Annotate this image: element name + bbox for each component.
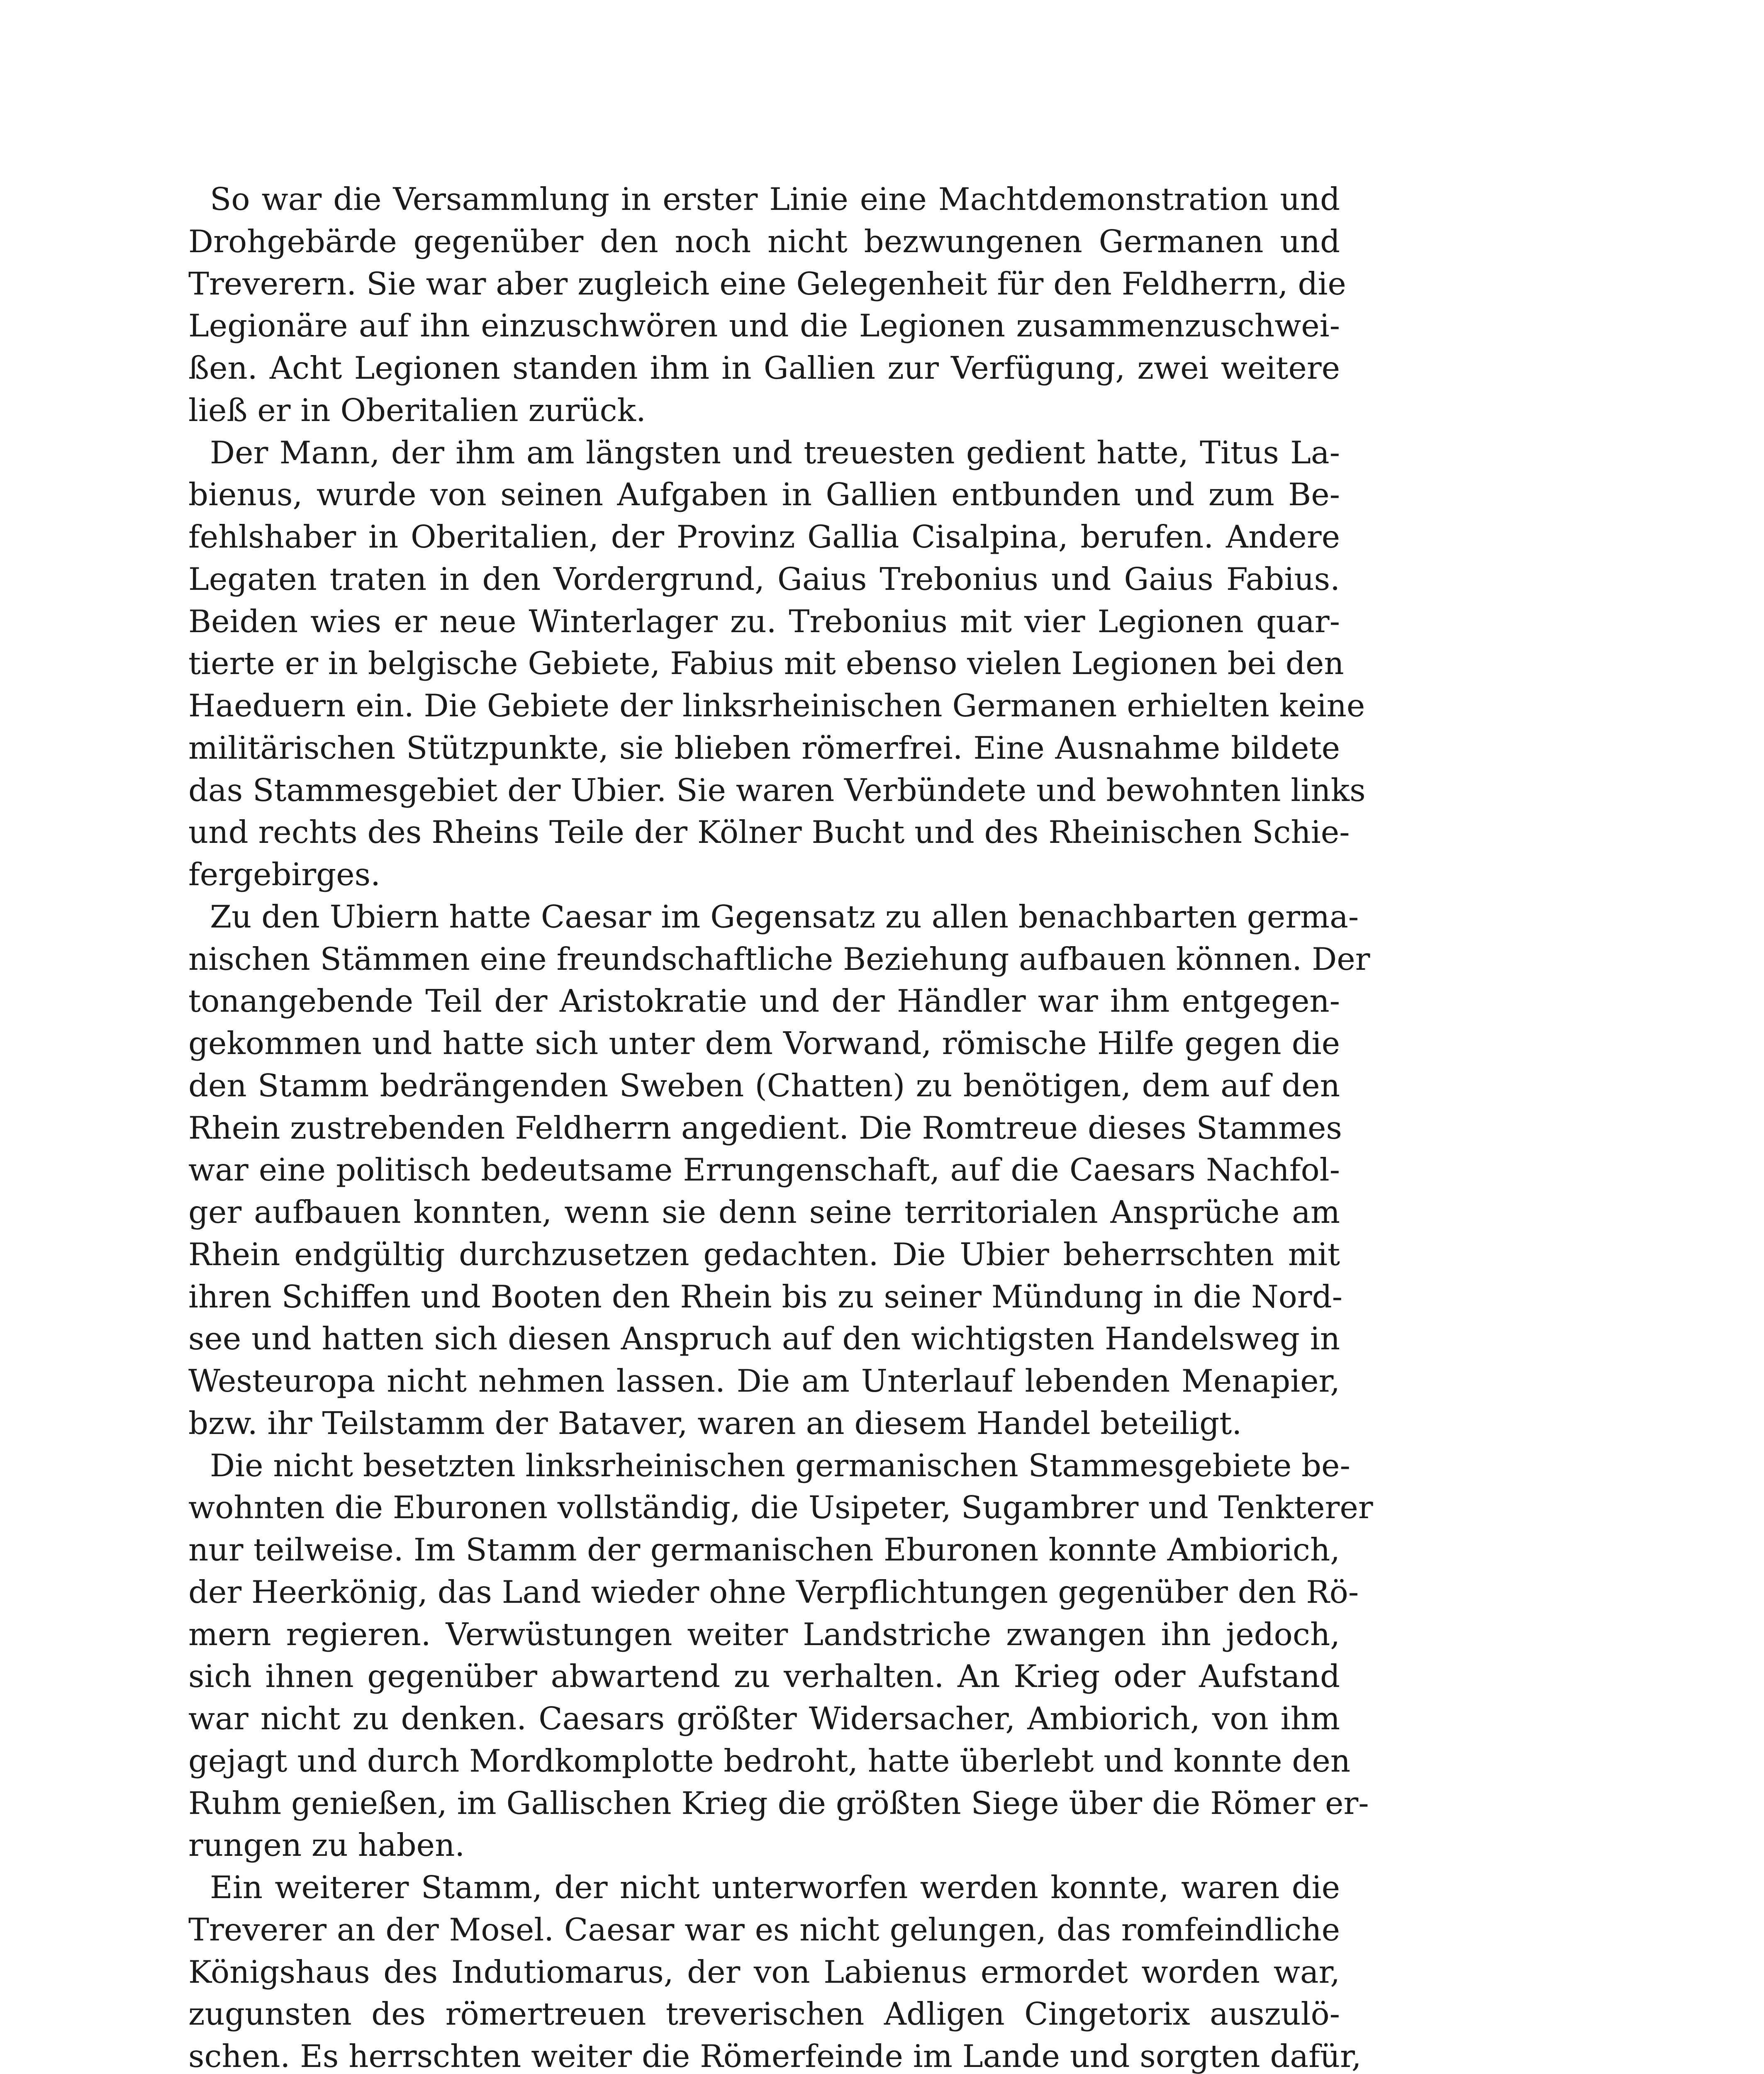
text-line: bzw. ihr Teilstamm der Bataver, waren an diesem Handel beteiligt. <box>188 1405 1242 1441</box>
text-line: ger aufbauen konnten, wenn sie denn seine territorialen Ansprüche am <box>188 1194 1340 1230</box>
text-line: der Heerkönig, das Land wieder ohne Verpflichtungen gegenüber den Rö- <box>188 1573 1359 1610</box>
text-line: militärischen Stützpunkte, sie blieben römerfrei. Eine Ausnahme bildete <box>188 729 1340 766</box>
text-line: Die nicht besetzten linksrheinischen germanischen Stammesgebiete be- <box>210 1447 1350 1484</box>
text-line: fehlshaber in Oberitalien, der Provinz Gallia Cisalpina, berufen. Andere <box>188 518 1340 555</box>
text-line: ließ er in Oberitalien zurück. <box>188 392 646 428</box>
text-line: fergebirges. <box>188 856 380 893</box>
text-line: ßen. Acht Legionen standen ihm in Gallien zur Verfügung, zwei weitere <box>188 350 1340 386</box>
text-line: sich ihnen gegenüber abwartend zu verhalten. An Krieg oder Aufstand <box>188 1658 1340 1695</box>
text-line: das Stammesgebiet der Ubier. Sie waren Verbündete und bewohnten links <box>188 772 1366 808</box>
body-text <box>188 178 1373 2074</box>
text-line: wohnten die Eburonen vollständig, die Usipeter, Sugambrer und Tenkterer <box>188 1489 1373 1526</box>
text-line: Ruhm genießen, im Gallischen Krieg die größten Siege über die Römer er- <box>188 1784 1369 1821</box>
text-line: gejagt und durch Mordkomplotte bedroht, hatte überlebt und konnte den <box>188 1742 1351 1779</box>
text-line: Haeduern ein. Die Gebiete der linksrheinischen Germanen erhielten keine <box>188 687 1365 724</box>
paragraph-5 <box>188 1867 1362 2074</box>
text-line: schen. Es herrschten weiter die Römerfeinde im Lande und sorgten dafür, <box>188 2038 1362 2074</box>
paragraph-2 <box>188 432 1366 896</box>
text-line: war eine politisch bedeutsame Errungenschaft, auf die Caesars Nachfol- <box>188 1151 1340 1188</box>
text-line: bienus, wurde von seinen Aufgaben in Gallien entbunden und zum Be- <box>188 476 1340 513</box>
text-line: rungen zu haben. <box>188 1827 465 1864</box>
paragraph-4 <box>188 1445 1373 1867</box>
paragraph-3 <box>188 896 1370 1445</box>
text-line: nischen Stämmen eine freundschaftliche Beziehung aufbauen können. Der <box>188 940 1370 977</box>
text-line: Legionäre auf ihn einzuschwören und die Legionen zusammenzuschwei- <box>188 307 1340 344</box>
text-line: Westeuropa nicht nehmen lassen. Die am Unterlauf lebenden Menapier, <box>188 1363 1340 1399</box>
text-line: ihren Schiffen und Booten den Rhein bis zu seiner Mündung in die Nord- <box>188 1278 1342 1315</box>
text-line: Ein weiterer Stamm, der nicht unterworfen werden konnte, waren die <box>210 1869 1340 1906</box>
text-line: tonangebende Teil der Aristokratie und der Händler war ihm entgegen- <box>188 983 1340 1020</box>
text-line: Rhein endgültig durchzusetzen gedachten. Die Ubier beherrschten mit <box>188 1236 1340 1273</box>
text-line: Treverern. Sie war aber zugleich eine Gelegenheit für den Feldherrn, die <box>188 265 1346 302</box>
text-line: see und hatten sich diesen Anspruch auf den wichtigsten Handelsweg in <box>188 1320 1340 1357</box>
text-line: So war die Versammlung in erster Linie eine Machtdemonstration und <box>210 181 1340 217</box>
text-line: Zu den Ubiern hatte Caesar im Gegensatz zu allen benachbarten germa- <box>210 898 1359 935</box>
text-line: Der Mann, der ihm am längsten und treuesten gedient hatte, Titus La- <box>210 434 1340 471</box>
text-line: mern regieren. Verwüstungen weiter Landstriche zwangen ihn jedoch, <box>188 1616 1340 1653</box>
paragraph-1 <box>188 178 1346 432</box>
text-line: und rechts des Rheins Teile der Kölner Bucht und des Rheinischen Schie- <box>188 814 1350 851</box>
text-line: gekommen und hatte sich unter dem Vorwand, römische Hilfe gegen die <box>188 1025 1340 1061</box>
text-line: war nicht zu denken. Caesars größter Widersacher, Ambiorich, von ihm <box>188 1700 1340 1737</box>
text-line: Legaten traten in den Vordergrund, Gaius Trebonius und Gaius Fabius. <box>188 560 1340 597</box>
text-line: Drohgebärde gegenüber den noch nicht bezwungenen Germanen und <box>188 223 1340 260</box>
text-line: Königshaus des Indutiomarus, der von Labienus ermordet worden war, <box>188 1953 1340 1990</box>
text-line: nur teilweise. Im Stamm der germanischen Eburonen konnte Ambiorich, <box>188 1531 1340 1568</box>
text-line: den Stamm bedrängenden Sweben (Chatten) zu benötigen, dem auf den <box>188 1067 1340 1104</box>
text-line: zugunsten des römertreuen treverischen Adligen Cingetorix auszulö- <box>188 1996 1340 2033</box>
text-line: tierte er in belgische Gebiete, Fabius mit ebenso vielen Legionen bei den <box>188 645 1344 682</box>
text-line: Rhein zustrebenden Feldherrn angedient. Die Romtreue dieses Stammes <box>188 1109 1342 1146</box>
text-line: Beiden wies er neue Winterlager zu. Trebonius mit vier Legionen quar- <box>188 603 1340 640</box>
text-line: Treverer an der Mosel. Caesar war es nicht gelungen, das romfeindliche <box>188 1911 1340 1948</box>
